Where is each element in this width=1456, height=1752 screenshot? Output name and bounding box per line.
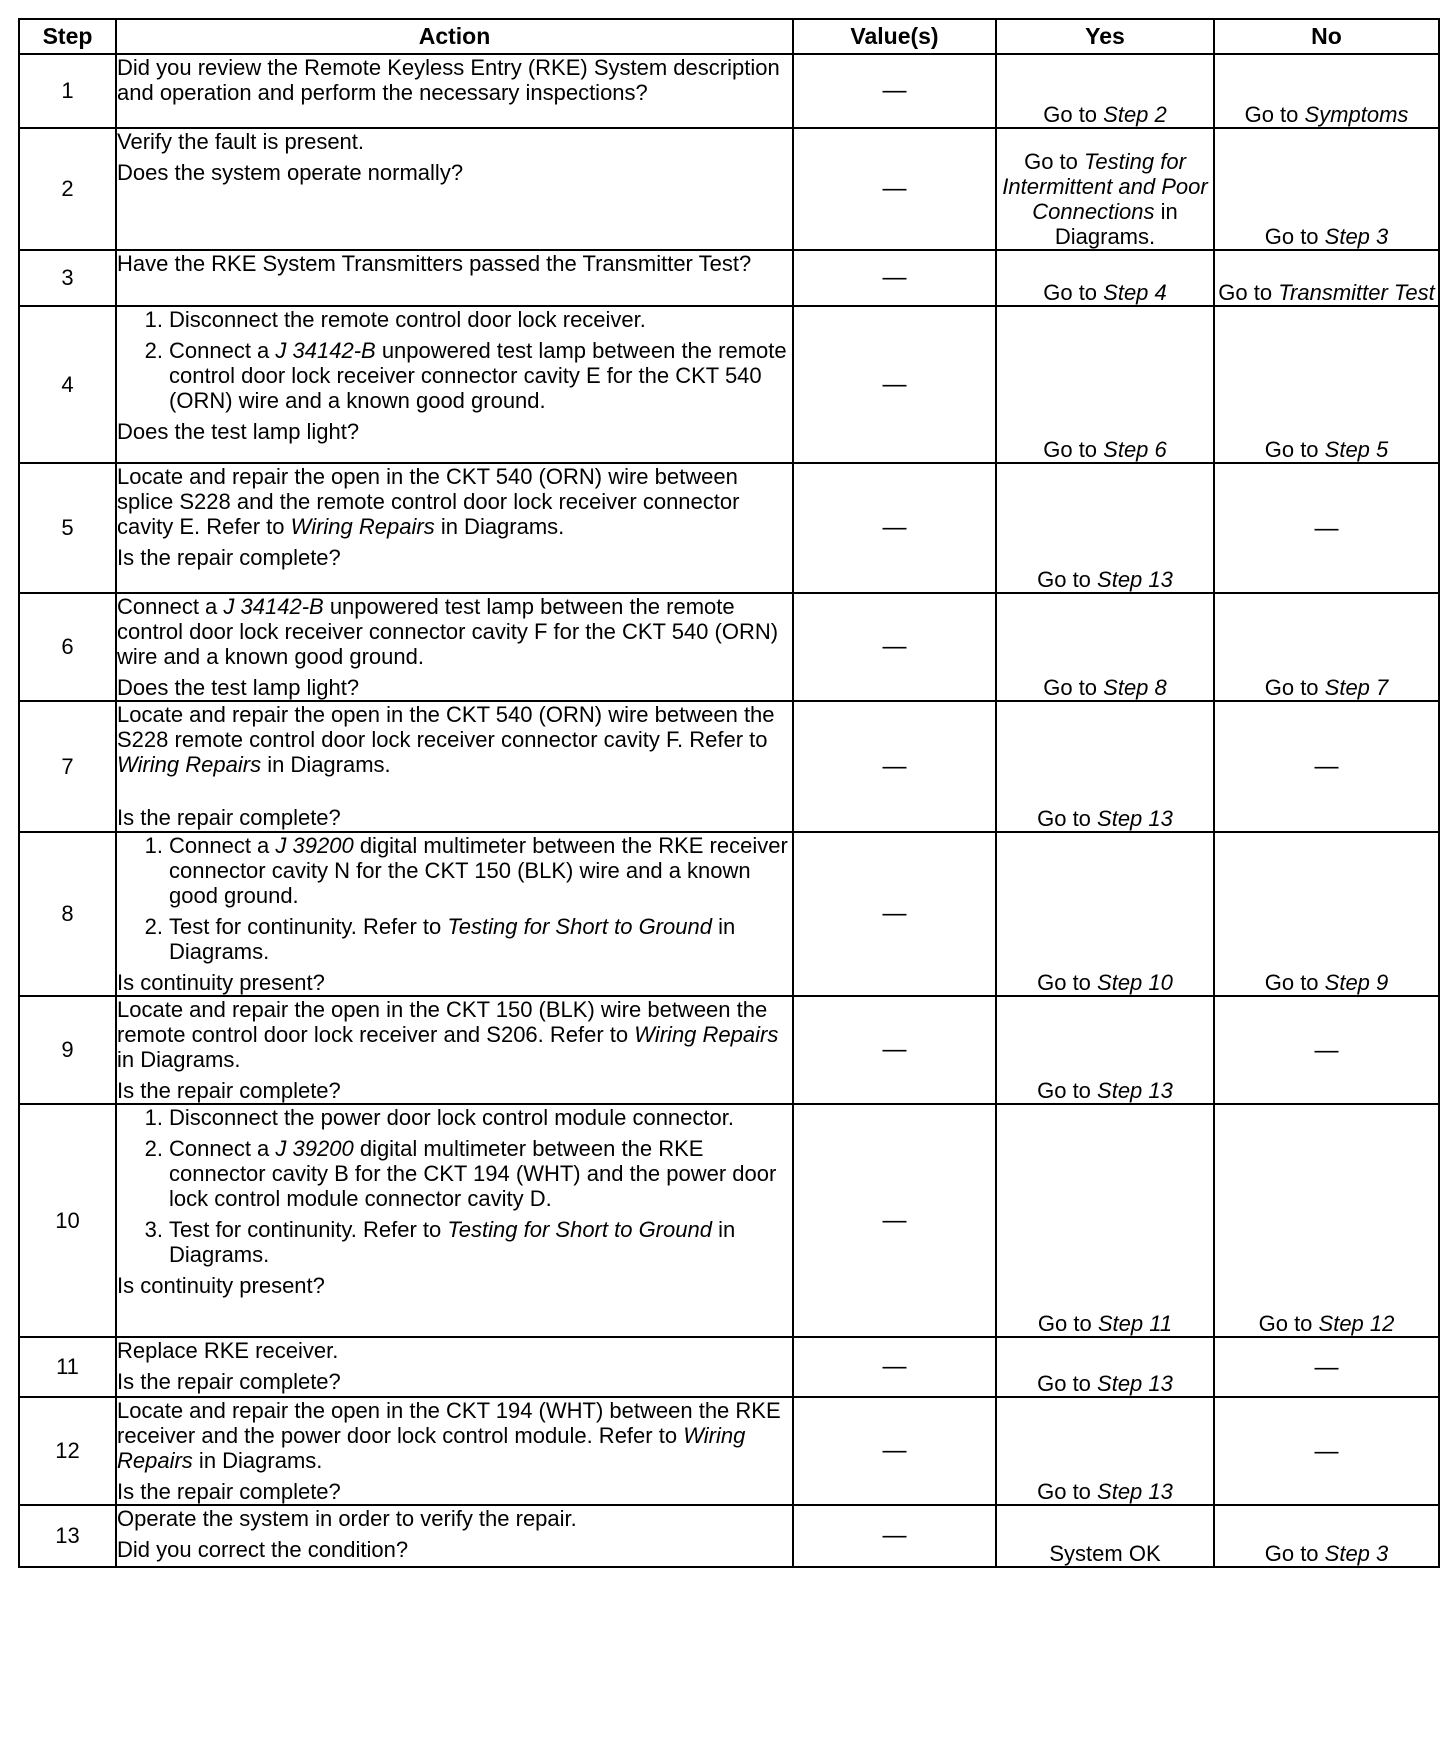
header-action: Action: [116, 19, 793, 54]
header-yes: Yes: [996, 19, 1214, 54]
action-step-text: Connect a J 39200 digital multimeter between the RKE receiver connector cavity N for the CKT 150 (BLK) wire and a known good ground.: [169, 833, 788, 908]
table-row: [19, 701, 1439, 832]
action-cell: [116, 1505, 793, 1567]
action-cell: [116, 250, 793, 306]
yes-cell: Go to Step 13: [996, 996, 1214, 1104]
step-number: 8: [19, 832, 116, 996]
action-cell: [116, 128, 793, 250]
yes-cell: Go to Step 8: [996, 593, 1214, 701]
value-cell: —: [793, 701, 996, 832]
no-cell: Go to Step 12: [1214, 1104, 1439, 1337]
table-body: [19, 54, 1439, 1567]
table-row: [19, 1104, 1439, 1337]
step-number: 9: [19, 996, 116, 1104]
no-cell: Go to Step 7: [1214, 593, 1439, 701]
value-cell: —: [793, 306, 996, 463]
yes-cell: Go to Step 11: [996, 1104, 1214, 1337]
action-step-list: [117, 307, 792, 413]
action-instruction: Locate and repair the open in the CKT 150 (BLK) wire between the remote control door lock receiver and S206. Refer to Wiring Repairs in Diagrams.: [117, 997, 779, 1072]
step-number: 13: [19, 1505, 116, 1567]
value-cell: —: [793, 54, 996, 128]
header-values: Value(s): [793, 19, 996, 54]
action-step-text: Test for continunity. Refer to Testing for Short to Ground in Diagrams.: [169, 1217, 736, 1267]
action-cell: [116, 306, 793, 463]
yes-cell: Go to Step 13: [996, 1337, 1214, 1397]
action-step-item: [117, 307, 792, 332]
action-instruction: Locate and repair the open in the CKT 540 (ORN) wire between splice S228 and the remote control door lock receiver connector cavity E. Refer to Wiring Repairs in Diagrams.: [117, 464, 740, 539]
action-cell: [116, 832, 793, 996]
value-cell: —: [793, 1397, 996, 1505]
action-cell: [116, 1104, 793, 1337]
no-cell: Go to Step 3: [1214, 1505, 1439, 1567]
no-cell: —: [1214, 1337, 1439, 1397]
table-row: [19, 593, 1439, 701]
action-step-number: 1.: [144, 1105, 163, 1130]
table-row: [19, 128, 1439, 250]
step-number: 10: [19, 1104, 116, 1337]
action-step-item: [117, 1136, 792, 1211]
value-cell: —: [793, 1104, 996, 1337]
spacer: [117, 783, 792, 805]
action-step-list: [117, 833, 792, 964]
action-cell: [116, 54, 793, 128]
action-question: Is the repair complete?: [117, 805, 341, 830]
action-instruction: Replace RKE receiver.: [117, 1338, 339, 1363]
step-number: 1: [19, 54, 116, 128]
action-question: Is the repair complete?: [117, 1479, 341, 1504]
step-number: 12: [19, 1397, 116, 1505]
no-cell: —: [1214, 701, 1439, 832]
step-number: 4: [19, 306, 116, 463]
yes-cell: Go to Step 13: [996, 701, 1214, 832]
table-row: [19, 250, 1439, 306]
yes-cell: System OK: [996, 1505, 1214, 1567]
no-cell: Go to Step 5: [1214, 306, 1439, 463]
action-question: Is continuity present?: [117, 970, 325, 995]
yes-cell: Go to Step 13: [996, 463, 1214, 593]
action-cell: [116, 593, 793, 701]
action-instruction: Locate and repair the open in the CKT 194 (WHT) between the RKE receiver and the power door lock control module. Refer to Wiring Repairs in Diagrams.: [117, 1398, 781, 1473]
action-question: Does the test lamp light?: [117, 675, 360, 700]
action-cell: [116, 701, 793, 832]
step-number: 2: [19, 128, 116, 250]
table-row: [19, 54, 1439, 128]
step-number: 6: [19, 593, 116, 701]
action-step-text: Connect a J 34142-B unpowered test lamp between the remote control door lock receiver connector cavity E for the CKT 540 (ORN) wire and a known good ground.: [169, 338, 787, 413]
no-cell: —: [1214, 996, 1439, 1104]
value-cell: —: [793, 1337, 996, 1397]
step-number: 5: [19, 463, 116, 593]
action-step-item: [117, 833, 792, 908]
action-step-number: 2.: [144, 914, 163, 939]
value-cell: —: [793, 128, 996, 250]
action-instruction: Have the RKE System Transmitters passed the Transmitter Test?: [117, 251, 752, 276]
action-question: Is the repair complete?: [117, 1369, 341, 1394]
action-question: Is the repair complete?: [117, 545, 341, 570]
table-row: [19, 832, 1439, 996]
action-cell: [116, 1397, 793, 1505]
action-question: Does the system operate normally?: [117, 160, 464, 185]
yes-cell: Go to Step 4: [996, 250, 1214, 306]
action-instruction: Verify the fault is present.: [117, 129, 365, 154]
action-step-item: [117, 914, 792, 964]
action-step-text: Disconnect the power door lock control module connector.: [169, 1105, 734, 1130]
action-cell: [116, 463, 793, 593]
action-question: Is the repair complete?: [117, 1078, 341, 1103]
action-step-text: Connect a J 39200 digital multimeter between the RKE connector cavity B for the CKT 194 (WHT) and the power door lock control module connector cavity D.: [169, 1136, 777, 1211]
diagnostic-table: [18, 18, 1440, 1568]
yes-cell: Go to Step 10: [996, 832, 1214, 996]
action-instruction: Did you review the Remote Keyless Entry (RKE) System description and operation and perform the necessary inspections?: [117, 55, 780, 105]
table-row: [19, 1397, 1439, 1505]
yes-cell: Go to Testing for Intermittent and Poor Connections in Diagrams.: [996, 128, 1214, 250]
no-cell: Go to Step 9: [1214, 832, 1439, 996]
action-instruction: Locate and repair the open in the CKT 540 (ORN) wire between the S228 remote control door lock receiver connector cavity F. Refer to Wiring Repairs in Diagrams.: [117, 702, 775, 777]
yes-cell: Go to Step 13: [996, 1397, 1214, 1505]
value-cell: —: [793, 463, 996, 593]
action-step-number: 1.: [144, 307, 163, 332]
action-step-item: [117, 1105, 792, 1130]
table-row: [19, 996, 1439, 1104]
step-number: 11: [19, 1337, 116, 1397]
table-row: [19, 1337, 1439, 1397]
action-step-text: Test for continunity. Refer to Testing for Short to Ground in Diagrams.: [169, 914, 736, 964]
action-step-list: [117, 1105, 792, 1267]
table-row: [19, 306, 1439, 463]
no-cell: —: [1214, 1397, 1439, 1505]
action-cell: [116, 996, 793, 1104]
step-number: 3: [19, 250, 116, 306]
action-question: Did you correct the condition?: [117, 1537, 409, 1562]
action-step-text: Disconnect the remote control door lock receiver.: [169, 307, 646, 332]
action-step-item: [117, 338, 792, 413]
action-cell: [116, 1337, 793, 1397]
action-step-item: [117, 1217, 792, 1267]
action-step-number: 2.: [144, 338, 163, 363]
action-instruction: Operate the system in order to verify the repair.: [117, 1506, 577, 1531]
value-cell: —: [793, 996, 996, 1104]
no-cell: —: [1214, 463, 1439, 593]
yes-cell: Go to Step 2: [996, 54, 1214, 128]
no-cell: Go to Step 3: [1214, 128, 1439, 250]
yes-cell: Go to Step 6: [996, 306, 1214, 463]
value-cell: —: [793, 832, 996, 996]
action-instruction: Connect a J 34142-B unpowered test lamp between the remote control door lock receiver connector cavity F for the CKT 540 (ORN) wire and a known good ground.: [117, 594, 779, 669]
no-cell: Go to Transmitter Test: [1214, 250, 1439, 306]
header-row: [19, 19, 1439, 54]
header-no: No: [1214, 19, 1439, 54]
action-step-number: 2.: [144, 1136, 163, 1161]
no-cell: Go to Symptoms: [1214, 54, 1439, 128]
value-cell: —: [793, 250, 996, 306]
action-question: Is continuity present?: [117, 1273, 325, 1298]
value-cell: —: [793, 1505, 996, 1567]
action-question: Does the test lamp light?: [117, 419, 360, 444]
value-cell: —: [793, 593, 996, 701]
header-step: Step: [19, 19, 116, 54]
action-step-number: 3.: [144, 1217, 163, 1242]
step-number: 7: [19, 701, 116, 832]
table-row: [19, 463, 1439, 593]
table-row: [19, 1505, 1439, 1567]
action-step-number: 1.: [144, 833, 163, 858]
